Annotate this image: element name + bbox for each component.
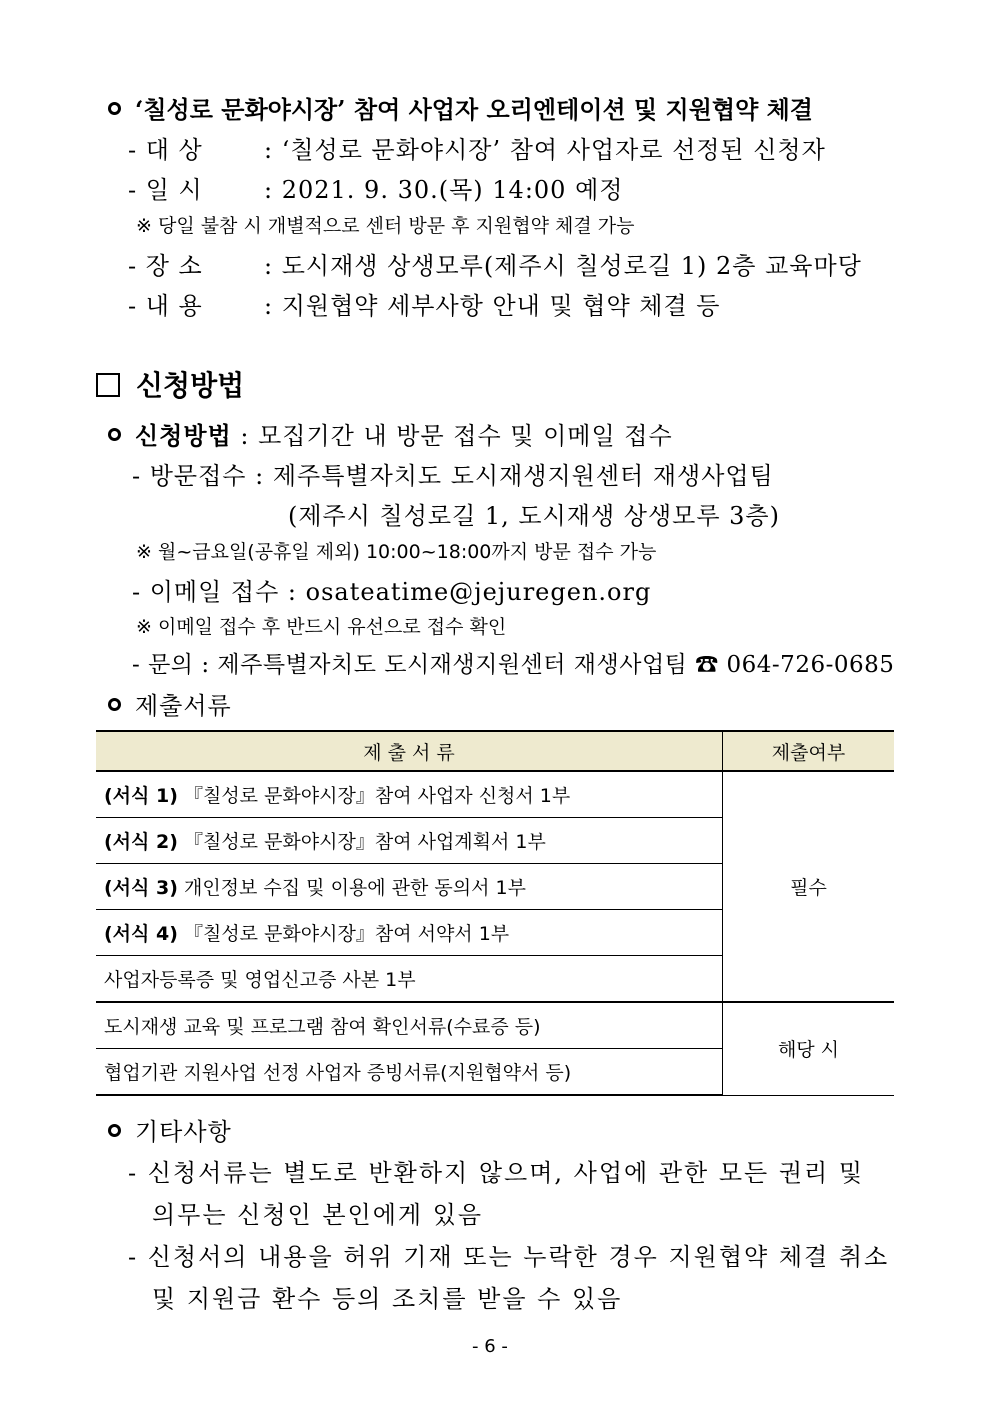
circle-bullet-icon (108, 102, 121, 115)
orientation-note: ※ 당일 불참 시 개별적으로 센터 방문 후 지원협약 체결 가능 (136, 215, 635, 237)
etc-heading: 기타사항 (108, 1112, 232, 1147)
apply-email: - 이메일 접수 : osateatime@jejuregen.org (132, 578, 652, 606)
table-row: (서식 2) 『칠성로 문화야시장』참여 사업계획서 1부 (96, 818, 894, 864)
apply-visit: - 방문접수 : 제주특별자치도 도시재생지원센터 재생사업팀 (132, 462, 774, 490)
apply-section-title: 신청방법 (96, 364, 244, 404)
circle-bullet-icon (108, 428, 121, 441)
orientation-content: - 내 용 : 지원협약 세부사항 안내 및 협약 체결 등 (128, 292, 721, 320)
table-row: (서식 4) 『칠성로 문화야시장』참여 서약서 1부 (96, 910, 894, 956)
apply-method: 신청방법 : 모집기간 내 방문 접수 및 이메일 접수 (108, 416, 673, 451)
email-address[interactable]: osateatime@jejuregen.org (305, 578, 652, 606)
col-header-required: 제출여부 (723, 731, 895, 771)
table-row: 사업자등록증 및 영업신고증 사본 1부 (96, 956, 894, 1003)
etc-item-2-line-2: 및 지원금 환수 등의 조치를 받을 수 있음 (152, 1285, 623, 1313)
apply-email-note: ※ 이메일 접수 후 반드시 유선으로 접수 확인 (136, 616, 507, 638)
etc-item-2-line-1: - 신청서의 내용을 허위 기재 또는 누락한 경우 지원협약 체결 취소 (128, 1243, 890, 1271)
orientation-place: - 장 소 : 도시재생 상생모루(제주시 칠성로길 1) 2층 교육마당 (128, 252, 862, 280)
col-header-documents: 제 출 서 류 (96, 731, 723, 771)
orientation-target: - 대 상 : ‘칠성로 문화야시장’ 참여 사업자로 선정된 신청자 (128, 136, 826, 164)
circle-bullet-icon (108, 698, 121, 711)
apply-visit-address: (제주시 칠성로길 1, 도시재생 상생모루 3층) (288, 502, 780, 530)
etc-item-1-line-1: - 신청서류는 별도로 반환하지 않으며, 사업에 관한 모든 권리 및 (128, 1159, 864, 1187)
table-row: (서식 1) 『칠성로 문화야시장』참여 사업자 신청서 1부 필수 (96, 771, 894, 818)
table-row: 협업기관 지원사업 선정 사업자 증빙서류(지원협약서 등) (96, 1049, 894, 1096)
orientation-heading: ‘칠성로 문화야시장’ 참여 사업자 오리엔테이션 및 지원협약 체결 (108, 90, 813, 125)
conditional-cell: 해당 시 (723, 1002, 895, 1095)
documents-table (96, 730, 894, 1096)
page-number: - 6 - (472, 1336, 508, 1357)
apply-contact: - 문의 : 제주특별자치도 도시재생지원센터 재생사업팀 ☎ 064-726-0685 (132, 652, 895, 678)
etc-item-1-line-2: 의무는 신청인 본인에게 있음 (152, 1201, 484, 1229)
table-row: 도시재생 교육 및 프로그램 참여 확인서류(수료증 등) 해당 시 (96, 1002, 894, 1049)
table-row: (서식 3) 개인정보 수집 및 이용에 관한 동의서 1부 (96, 864, 894, 910)
required-cell: 필수 (723, 771, 895, 1002)
apply-visit-note: ※ 월~금요일(공휴일 제외) 10:00~18:00까지 방문 접수 가능 (136, 541, 657, 563)
circle-bullet-icon (108, 1124, 121, 1137)
orientation-datetime: - 일 시 : 2021. 9. 30.(목) 14:00 예정 (128, 176, 624, 204)
square-bullet-icon (96, 373, 120, 397)
documents-heading: 제출서류 (108, 686, 232, 721)
